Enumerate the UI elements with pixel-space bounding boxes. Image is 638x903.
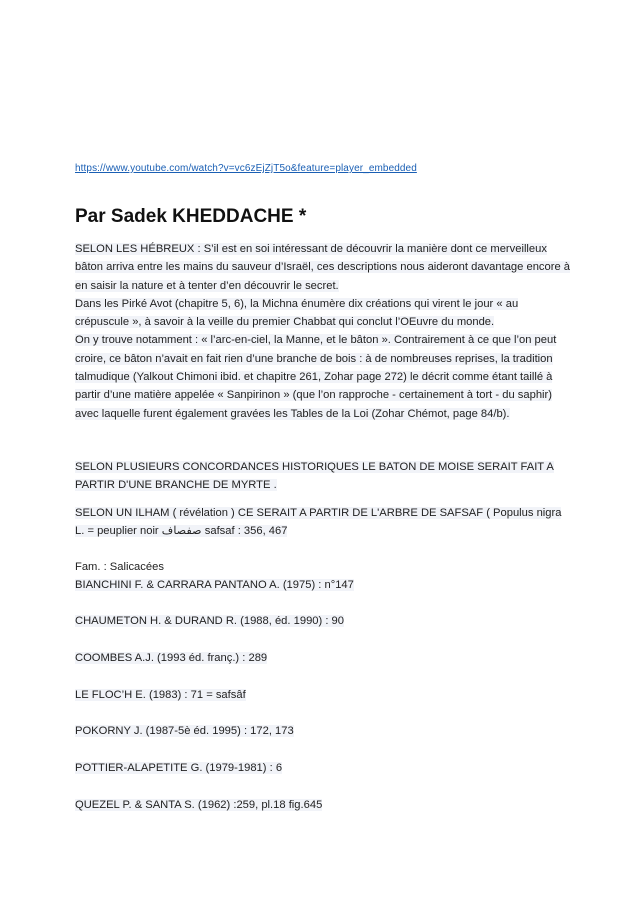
reference-text: POTTIER-ALAPETITE G. (1979-1981) : 6 — [75, 762, 283, 774]
paragraph-hebreux-text: SELON LES HÉBREUX : S’il est en soi intéressant de découvrir la manière dont ce merveilleux bâton arriva entre les mains du sauveur d’Israël, ces descriptions nous aideront davantage encore à en saisir la nature et à tenter d’en découvrir le secret. — [75, 243, 571, 292]
ilham-section — [75, 504, 573, 541]
paragraph-arc-en-ciel-text: On y trouve notamment : « l’arc-en-ciel, la Manne, et le bâton ». Contrairement à ce que l’on peut croire, ce bâton n’avait en fait rien d’une branche de bois : à de nombreuses reprises, la tradition talmudique (Yalkout Chimoni ibid. et chapitre 261, Zohar page 272) le décrit comme étant taillé à partir d’une matière appelée « Sanpirinon » (que l’on rapproche - certainement à tort - du saphir) avec laquelle furent également gravées les Tables de la Loi (Zohar Chémot, page 84/b). — [75, 334, 557, 420]
family-line — [75, 558, 164, 576]
paragraph-concordances-text: SELON PLUSIEURS CONCORDANCES HISTORIQUES LE BATON DE MOISE SERAIT FAIT A PARTIR D'UNE BRANCHE DE MYRTE . — [75, 461, 554, 492]
paragraph-pirke-avot-text: Dans les Pirké Avot (chapitre 5, 6), la Michna énumère dix créations qui virent le jour « au crépuscule », à savoir à la veille du premier Chabbat qui conclut l’OEuvre du monde. — [75, 297, 519, 329]
reference-text: COOMBES A.J. (1993 éd. franç.) : 289 — [75, 652, 268, 664]
reference-item — [75, 576, 354, 594]
youtube-link[interactable]: https://www.youtube.com/watch?v=vc6zEjZjT5o&feature=player_embedded — [75, 163, 417, 174]
reference-item — [75, 612, 344, 630]
reference-item — [75, 686, 246, 704]
reference-item — [75, 759, 282, 777]
concordances-section — [75, 458, 573, 495]
reference-item — [75, 796, 322, 814]
reference-text: BIANCHINI F. & CARRARA PANTANO A. (1975) : n°147 — [75, 579, 354, 591]
paragraph-ilham — [75, 504, 573, 541]
article-title: Par Sadek KHEDDACHE * — [75, 206, 307, 227]
reference-text: POKORNY J. (1987-5è éd. 1995) : 172, 173 — [75, 725, 294, 737]
paragraph-pirke-avot — [75, 295, 573, 332]
reference-text: CHAUMETON H. & DURAND R. (1988, éd. 1990) : 90 — [75, 615, 345, 627]
paragraph-concordances — [75, 458, 573, 495]
reference-text: LE FLOC’H E. (1983) : 71 = safsâf — [75, 689, 246, 701]
reference-item — [75, 649, 267, 667]
paragraph-arc-en-ciel — [75, 331, 573, 422]
hebrew-section — [75, 240, 573, 423]
reference-item — [75, 722, 294, 740]
reference-text: QUEZEL P. & SANTA S. (1962) :259, pl.18 fig.645 — [75, 799, 323, 811]
paragraph-hebreux — [75, 240, 573, 295]
paragraph-ilham-text: SELON UN ILHAM ( révélation ) CE SERAIT A PARTIR DE L'ARBRE DE SAFSAF ( Populus nigra L. = peuplier noir صفصاف safsaf : 356, 467 — [75, 507, 562, 538]
family-text: Fam. : Salicacées — [75, 561, 164, 573]
